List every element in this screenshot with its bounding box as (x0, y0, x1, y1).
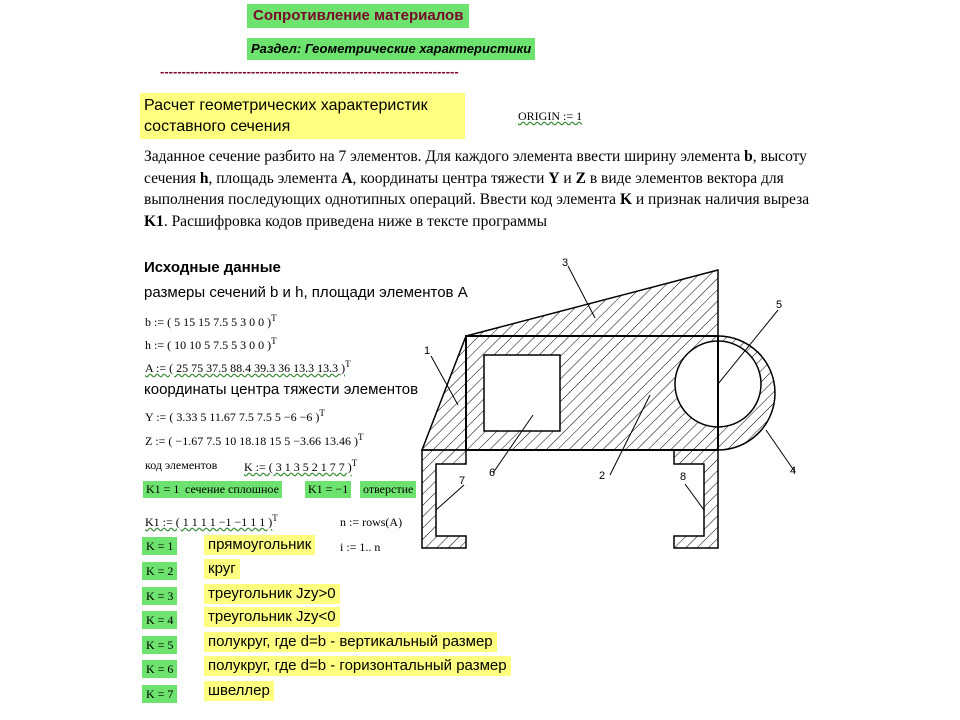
k1-solid-value: K1 = 1 (143, 481, 182, 498)
code-k2: K = 2 (142, 562, 177, 580)
code-k5: K = 5 (142, 636, 177, 654)
h-vector[interactable]: h := ( 10 10 5 7.5 5 3 0 0 )$^T$ (145, 336, 277, 352)
code-k1: K = 1 (142, 537, 177, 555)
k1-solid-text: сечение сплошное (182, 481, 282, 498)
label-4: 4 (790, 465, 797, 477)
code-desc-1: прямоугольник (204, 535, 315, 555)
code-desc-7: швеллер (204, 681, 274, 701)
code-k7: K = 7 (142, 685, 177, 703)
code-desc-6: полукруг, где d=b - горизонтальный размер (204, 656, 511, 676)
code-desc-2: круг (204, 559, 240, 579)
label-3: 3 (562, 257, 569, 269)
title-line-2: составного сечения (144, 118, 291, 135)
origin-assignment[interactable]: ORIGIN := 1 (518, 109, 583, 123)
code-desc-5: полукруг, где d=b - вертикальный размер (204, 632, 497, 652)
code-desc-3: треугольник Jzy>0 (204, 584, 340, 604)
code-k3: K = 3 (142, 587, 177, 605)
sizes-label: размеры сечений b и h, площади элементов A (144, 284, 468, 301)
label-1: 1 (424, 345, 431, 357)
code-k6: K = 6 (142, 660, 177, 678)
code-desc-4: треугольник Jzy<0 (204, 607, 340, 627)
k-vector[interactable]: K := ( 3 1 3 5 2 1 7 7 )$^T$ (244, 458, 358, 474)
y-vector[interactable]: Y := ( 3.33 5 11.67 7.5 7.5 5 −6 −6 )$^T$ (145, 408, 325, 424)
code-k4: K = 4 (142, 611, 177, 629)
i-range[interactable]: i := 1.. n (340, 540, 381, 554)
element-7-channel (422, 450, 466, 548)
b-vector[interactable]: b := ( 5 15 15 7.5 5 3 0 0 )$^T$ (145, 313, 277, 329)
intro-paragraph: Заданное сечение разбито на 7 элементов. Для каждого элемента ввести ширину элемента b, высоту сечения h, площадь элемента A, координаты центра тяжести Y и Z в виде элементов вектора для выполнения последующих однотипных операций. Ввести код элемента K и признак наличия выреза K1. Расшифровка кодов приведена ниже в тексте программы (144, 148, 810, 230)
element-3-wedge (466, 270, 718, 336)
centers-label: координаты центра тяжести элементов (144, 381, 419, 398)
label-2: 2 (599, 470, 606, 482)
codes-label: код элементов (145, 458, 218, 472)
a-vector[interactable]: A := ( 25 75 37.5 88.4 39.3 36 13.3 13.3 )$^T$ (145, 359, 351, 375)
n-assignment[interactable]: n := rows(A) (340, 515, 403, 529)
label-6: 6 (489, 467, 496, 479)
input-heading: Исходные данные (144, 259, 281, 276)
z-vector[interactable]: Z := ( −1.67 7.5 10 18.18 15 5 −3.66 13.46 )$^T$ (145, 432, 364, 448)
title-line-1: Расчет геометрических характеристик (144, 97, 428, 114)
label-7: 7 (459, 475, 466, 487)
section-title: Раздел: Геометрические характеристики (247, 38, 535, 60)
course-title: Сопротивление материалов (247, 4, 469, 28)
label-8: 8 (680, 471, 687, 483)
k1-vector[interactable]: K1 := ( 1 1 1 1 −1 −1 1 1 )$^T$ (145, 513, 278, 529)
label-5: 5 (776, 299, 783, 311)
element-6-cutout (484, 355, 560, 431)
k1-hole-value: K1 = −1 (305, 481, 351, 498)
k1-hole-text: отверстие (360, 481, 416, 498)
separator-line: --------------------------------------------------------------------- (160, 64, 459, 79)
